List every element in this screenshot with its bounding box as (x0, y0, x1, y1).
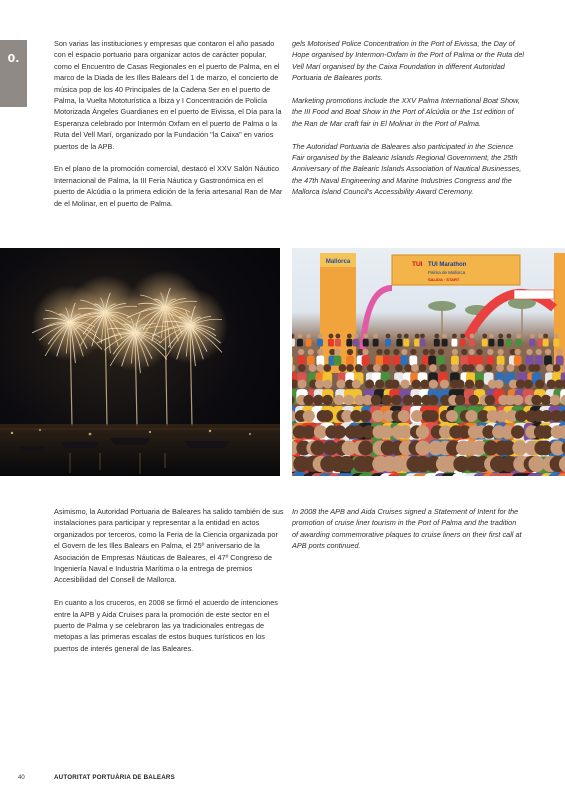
english-column-top (292, 38, 524, 209)
section-tab: 0. (0, 40, 27, 107)
marathon-photo (292, 248, 565, 476)
paragraph: En cuanto a los cruceros, en 2008 se firmó el acuerdo de intenciones entre la APB y Aida Cruises para la promoción de este sector en el puerto de Palma y se celebraron las ya tradicionales entregas de metopas a las primeras escalas de estos buques turísticos en los puertos de interés general de las Baleares. (54, 598, 278, 653)
spanish-column-top (54, 38, 284, 220)
marathon-illustration (292, 248, 565, 476)
paragraph: gels Motorised Police Concentration in the Port of Eivissa, the Day of Hope organised by Intermon-Oxfam in the Port of Palma or the Ruta del Vell Marí organised by the Caixa Foundation in different Autoridad Portuaria de Baleares ports. (292, 39, 524, 83)
banner-title: TUI Marathon (428, 262, 467, 268)
paragraph: Asimismo, la Autoridad Portuaria de Baleares ha salido también de sus instalaciones para participar y representar a la entidad en actos organizados por terceros, como la Feria de la Ciencia organizada por el Govern de les Illes Balears en Palma, el 25º aniversario de la Asociación de Empresas Náuticas de Baleares, el 47º Congreso de Ingeniería Naval e Industria Marítima o la entrega de premios Accesibilidad del Consell de Mallorca. (54, 507, 284, 585)
banner-subtitle: Palma de Mallorca (428, 270, 466, 275)
paragraph: Son varias las instituciones y empresas que contaron el año pasado con el espacio portuario para organizar actos de carácter popular, como el Encuentro de Casas Regionales en el puerto de Palma, en el marco de la Diada de les Illes Balears del 1 de marzo, el concierto de música pop de los 40 Principales de la Cadena Ser en el puerto de Palma, la Vuelta Mototurística a Ibiza y I Concentración de Policía Motorizada Ángeles Guardianes en el puerto de Eivissa, el Día para la Esperanza celebrado por Intermón Oxfam en el puerto de Palma o la Ruta del Vell Marí, organizado por la Fundación "la Caixa" en varios puertos de la APB. (54, 39, 282, 151)
paragraph: En el plano de la promoción comercial, destacó el XXV Salón Náutico Internacional de Palma, la III Feria Náutica y Gastronómica en el puerto de Alcúdia o la primera edición de la feria artesanal Ran de Mar de el Molinar, en el puerto de Palma. (54, 164, 283, 208)
banner-brand: TUI (412, 261, 423, 268)
paragraph: The Autoridad Portuaria de Baleares also participated in the Science Fair organised by the Balearic Islands Regional Government, the 25th Anniversary of the Balearic Islands Association of Nautical Businesses, the 47th Naval Engineering and Marine Industries Congress and the Mallorca Island Council's Accessibility Award Ceremony. (292, 141, 522, 197)
paragraph: Marketing promotions include the XXV Palma International Boat Show, the III Food and Boat Show in the Port of Alcúdia or the 1st edition of the Ran de Mar craft fair in El Molinar in the Port of Palma. (292, 96, 520, 128)
fireworks-photo (0, 248, 280, 476)
fireworks-illustration (0, 248, 280, 476)
banner-start: SALIDA · START (428, 277, 460, 282)
english-column-bottom (292, 506, 524, 563)
pillar-logo: Mallorca (325, 259, 351, 265)
page-number: 40 (18, 775, 25, 781)
spanish-column-bottom (54, 506, 284, 666)
paragraph: In 2008 the APB and Aida Cruises signed a Statement of Intent for the promotion of cruise liner tourism in the Port of Palma and the tradition of awarding commemorative plaques to cruise liners on their first call at APB ports continued. (292, 507, 522, 551)
footer-title: AUTORITAT PORTUÀRIA DE BALEARS (54, 774, 175, 781)
